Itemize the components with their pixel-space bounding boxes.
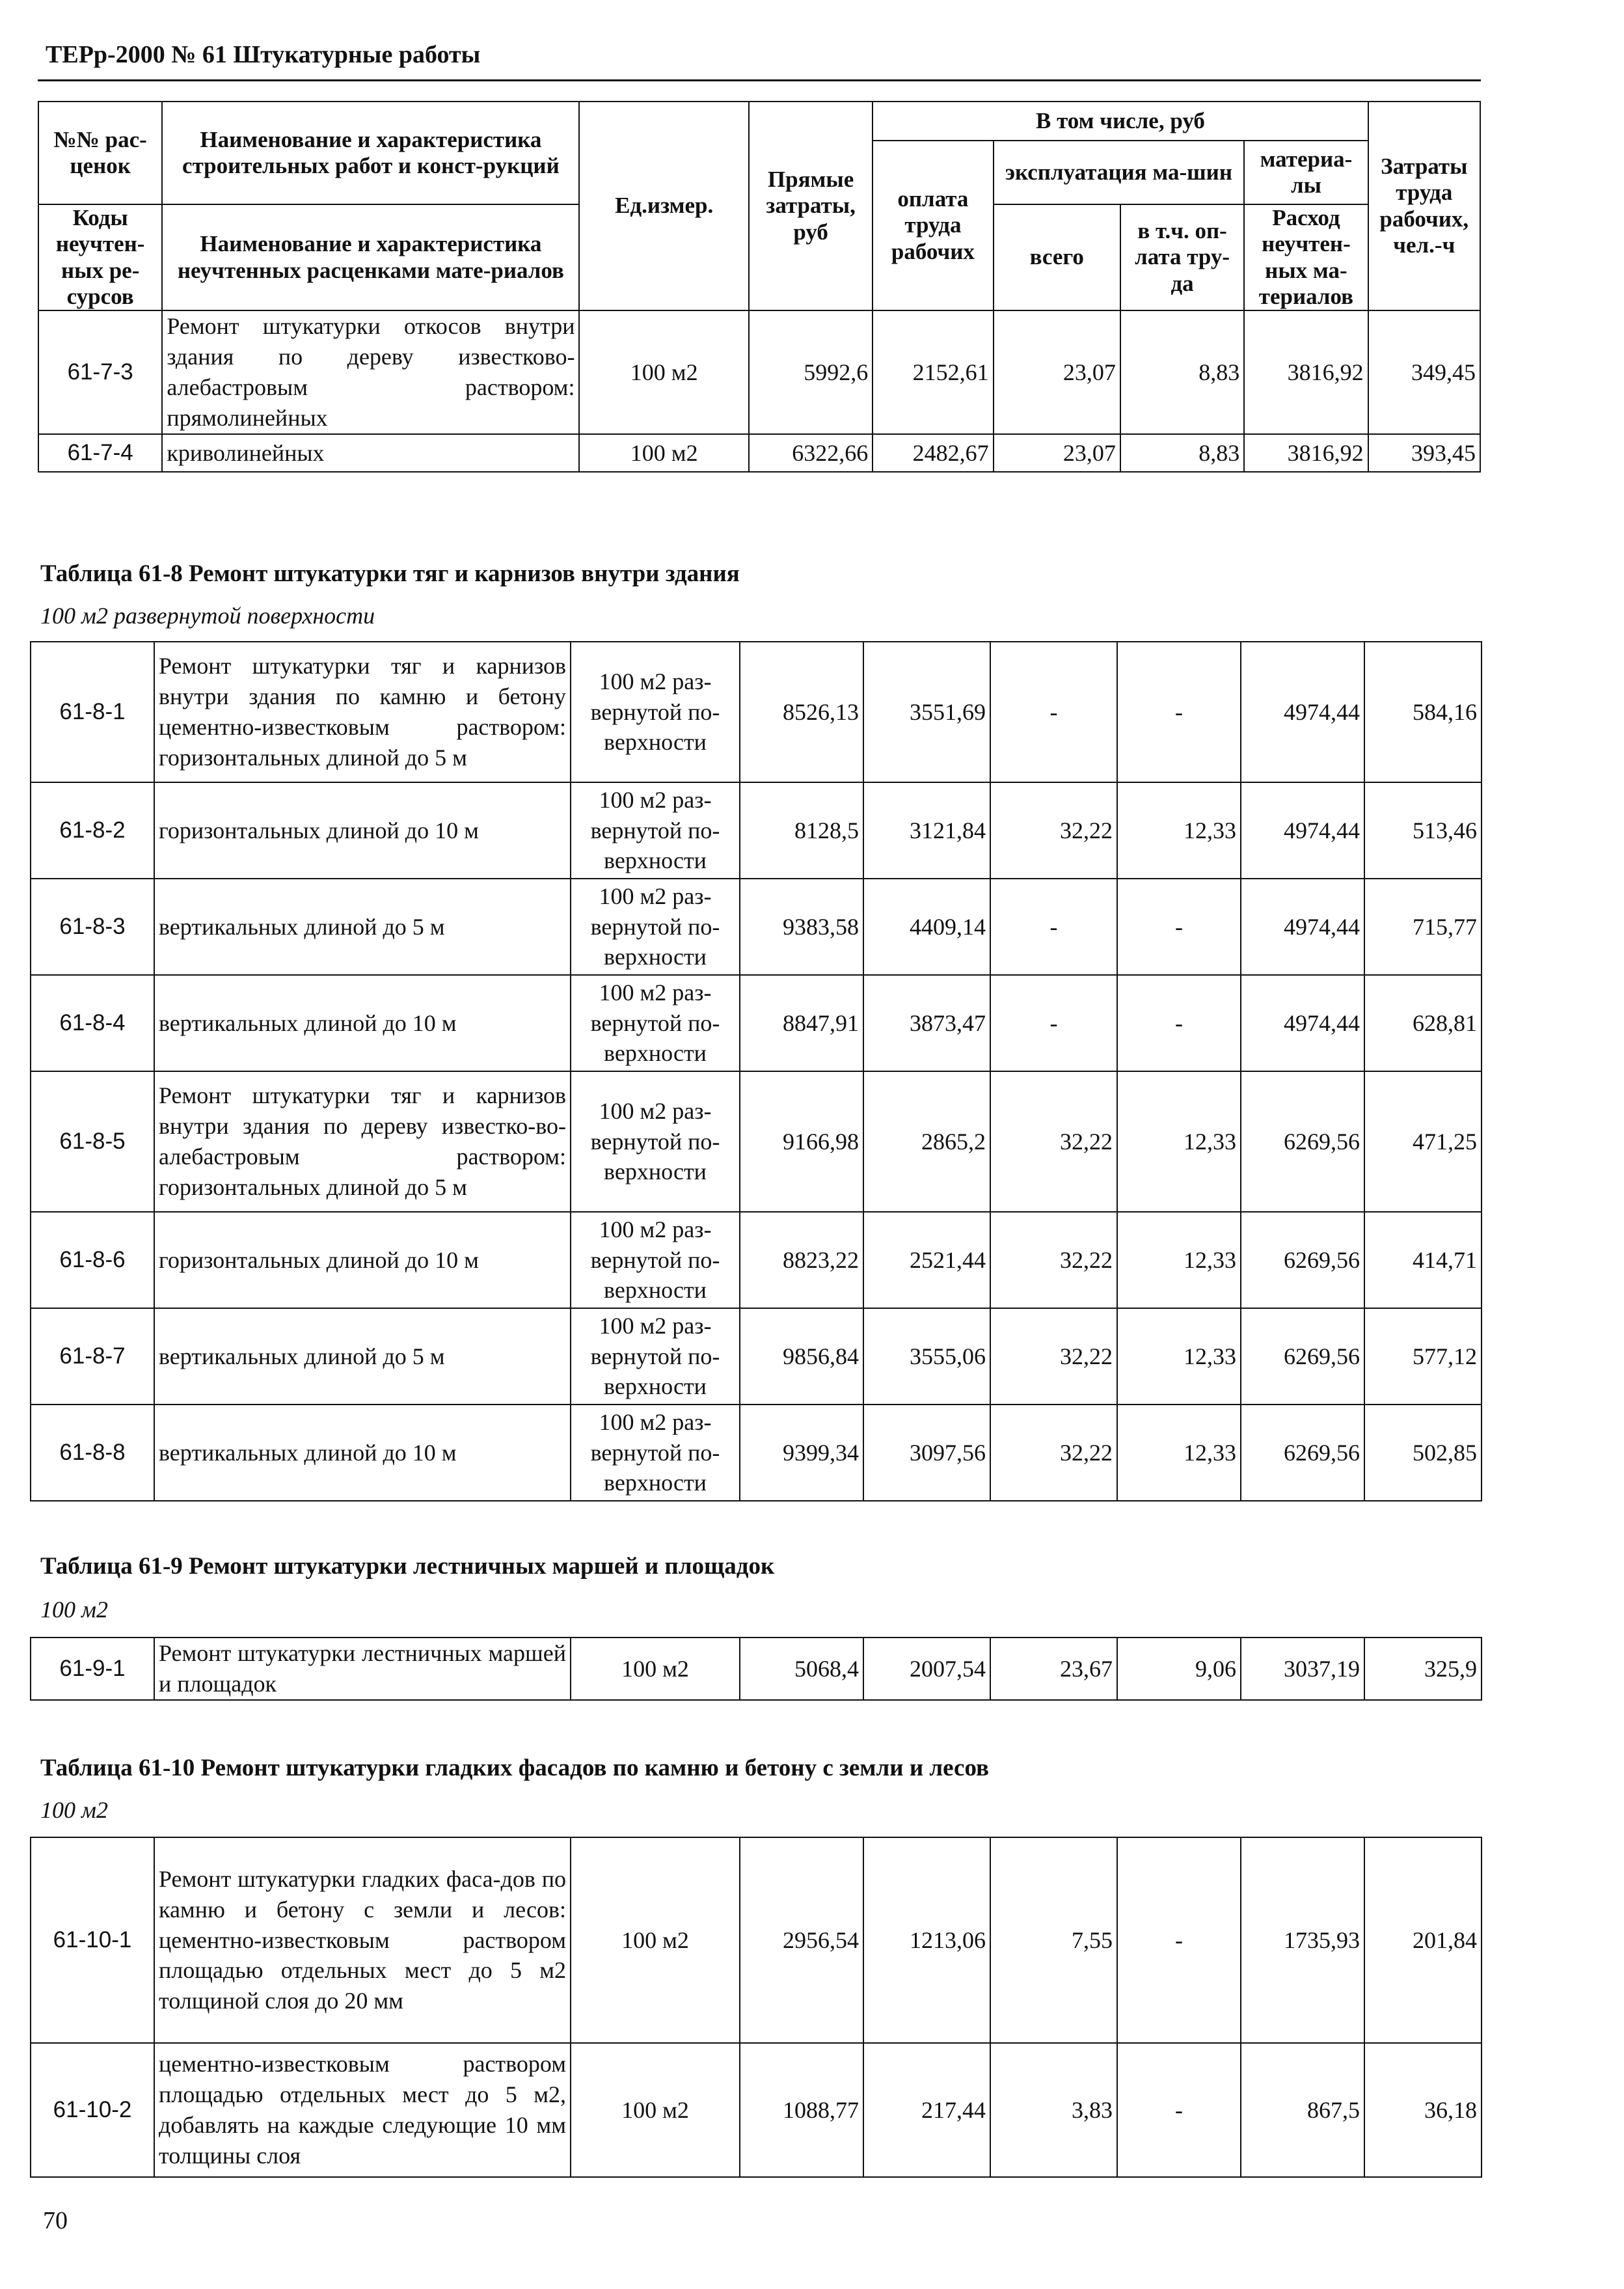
row-unit: 100 м2 раз-вернутой по-верхности xyxy=(571,1071,740,1212)
table-61-10-body xyxy=(31,1837,1482,2177)
row-direct: 8526,13 xyxy=(740,642,863,782)
row-hours: 628,81 xyxy=(1364,975,1482,1071)
row-code: 61-8-2 xyxy=(31,782,154,879)
row-code: 61-8-7 xyxy=(31,1308,154,1405)
table-row xyxy=(31,782,1482,879)
row-labor: 3097,56 xyxy=(863,1405,990,1501)
table-row xyxy=(31,975,1482,1071)
table-row xyxy=(31,879,1482,975)
row-mat: 4974,44 xyxy=(1241,975,1364,1071)
row-direct: 6322,66 xyxy=(749,434,873,472)
row-name: цементно-известковым раствором площадью отдельных мест до 5 м2, добавлять на каждые следующие 10 мм толщины слоя xyxy=(154,2043,571,2177)
th-machines: эксплуатация ма-шин xyxy=(994,141,1245,204)
row-mach: 32,22 xyxy=(990,1308,1117,1405)
row-mat: 4974,44 xyxy=(1241,782,1364,879)
row-mach-labor: 12,33 xyxy=(1117,1308,1241,1405)
th-unit: Ед.измер. xyxy=(579,102,748,310)
row-mat: 1735,93 xyxy=(1241,1837,1364,2043)
table-61-7 xyxy=(38,101,1481,473)
row-mach-labor: 12,33 xyxy=(1117,1071,1241,1212)
row-labor: 217,44 xyxy=(863,2043,990,2177)
table-row xyxy=(31,1071,1482,1212)
row-mach-labor: 12,33 xyxy=(1117,1212,1241,1308)
row-hours: 471,25 xyxy=(1364,1071,1482,1212)
row-mat: 6269,56 xyxy=(1241,1308,1364,1405)
row-code: 61-7-4 xyxy=(38,434,162,472)
row-mat: 867,5 xyxy=(1241,2043,1364,2177)
row-mach-labor: 8,83 xyxy=(1120,310,1244,434)
table-row xyxy=(31,1308,1482,1405)
row-name: Ремонт штукатурки откосов внутри здания по дереву известково-алебастровым раствором: прямолинейных xyxy=(162,310,579,434)
row-name: горизонтальных длиной до 10 м xyxy=(154,782,571,879)
row-name: Ремонт штукатурки тяг и карнизов внутри здания по дереву известко-во-алебастровым раствором: горизонтальных длиной до 5 м xyxy=(154,1071,571,1212)
row-unit: 100 м2 раз-вернутой по-верхности xyxy=(571,879,740,975)
row-code: 61-7-3 xyxy=(38,310,162,434)
row-unit: 100 м2 xyxy=(571,1837,740,2043)
row-mach: 23,07 xyxy=(994,434,1120,472)
row-mat: 6269,56 xyxy=(1241,1212,1364,1308)
row-name: криволинейных xyxy=(162,434,579,472)
row-direct: 9856,84 xyxy=(740,1308,863,1405)
row-name: вертикальных длиной до 5 м xyxy=(154,879,571,975)
row-mach: 23,07 xyxy=(994,310,1120,434)
row-mach: 32,22 xyxy=(990,1071,1117,1212)
row-labor: 3121,84 xyxy=(863,782,990,879)
row-labor: 2865,2 xyxy=(863,1071,990,1212)
row-labor: 2152,61 xyxy=(873,310,993,434)
row-labor: 1213,06 xyxy=(863,1837,990,2043)
row-hours: 715,77 xyxy=(1364,879,1482,975)
row-mach: - xyxy=(990,975,1117,1071)
row-unit: 100 м2 раз-вернутой по-верхности xyxy=(571,1405,740,1501)
row-unit: 100 м2 xyxy=(579,434,748,472)
table-61-8-unit: 100 м2 развернутой поверхности xyxy=(40,603,375,629)
row-mach-labor: 12,33 xyxy=(1117,782,1241,879)
row-direct: 8128,5 xyxy=(740,782,863,879)
row-mach-labor: - xyxy=(1117,975,1241,1071)
row-code: 61-8-6 xyxy=(31,1212,154,1308)
th-mach-total: всего xyxy=(994,204,1120,310)
th-unacc-materials: Расход неучтен-ных ма-териалов xyxy=(1244,204,1368,310)
row-mach: 32,22 xyxy=(990,1212,1117,1308)
row-hours: 36,18 xyxy=(1364,2043,1482,2177)
row-direct: 9399,34 xyxy=(740,1405,863,1501)
th-labor-hours: Затраты труда рабочих, чел.-ч xyxy=(1368,102,1480,310)
row-unit: 100 м2 раз-вернутой по-верхности xyxy=(571,782,740,879)
row-mach: - xyxy=(990,879,1117,975)
row-hours: 584,16 xyxy=(1364,642,1482,782)
row-labor: 3551,69 xyxy=(863,642,990,782)
row-hours: 414,71 xyxy=(1364,1212,1482,1308)
row-direct: 1088,77 xyxy=(740,2043,863,2177)
page-number: 70 xyxy=(43,2207,68,2234)
table-row xyxy=(38,434,1480,472)
row-unit: 100 м2 xyxy=(571,1638,740,1700)
row-hours: 577,12 xyxy=(1364,1308,1482,1405)
th-codes-unacc: Коды неучтен-ных ре-сурсов xyxy=(38,204,162,310)
row-mach-labor: - xyxy=(1117,879,1241,975)
table-61-8 xyxy=(30,641,1482,1501)
row-code: 61-8-4 xyxy=(31,975,154,1071)
row-hours: 502,85 xyxy=(1364,1405,1482,1501)
row-mach: 32,22 xyxy=(990,782,1117,879)
row-mat: 6269,56 xyxy=(1241,1405,1364,1501)
row-unit: 100 м2 раз-вернутой по-верхности xyxy=(571,1212,740,1308)
table-61-7-body xyxy=(38,310,1480,472)
row-mat: 3816,92 xyxy=(1244,434,1368,472)
table-61-8-title: Таблица 61-8 Ремонт штукатурки тяг и карнизов внутри здания xyxy=(40,560,740,587)
row-direct: 8823,22 xyxy=(740,1212,863,1308)
table-row xyxy=(38,310,1480,434)
row-labor: 3873,47 xyxy=(863,975,990,1071)
row-mach: 23,67 xyxy=(990,1638,1117,1700)
row-direct: 8847,91 xyxy=(740,975,863,1071)
row-code: 61-10-2 xyxy=(31,2043,154,2177)
row-code: 61-10-1 xyxy=(31,1837,154,2043)
header-rule xyxy=(38,79,1481,81)
table-row xyxy=(31,2043,1482,2177)
row-hours: 201,84 xyxy=(1364,1837,1482,2043)
row-mach: 3,83 xyxy=(990,2043,1117,2177)
row-name: горизонтальных длиной до 10 м xyxy=(154,1212,571,1308)
row-mach-labor: - xyxy=(1117,1837,1241,2043)
th-labor-pay: оплата труда рабочих xyxy=(873,141,993,310)
row-unit: 100 м2 раз-вернутой по-верхности xyxy=(571,1308,740,1405)
th-direct: Прямые затраты, руб xyxy=(749,102,873,310)
table-61-10-unit: 100 м2 xyxy=(40,1797,108,1823)
table-61-8-body xyxy=(31,642,1482,1501)
table-61-10-title: Таблица 61-10 Ремонт штукатурки гладких фасадов по камню и бетону с земли и лесов xyxy=(40,1755,990,1781)
row-code: 61-8-8 xyxy=(31,1405,154,1501)
th-incl: В том числе, руб xyxy=(873,102,1368,141)
row-direct: 5068,4 xyxy=(740,1638,863,1700)
row-code: 61-8-3 xyxy=(31,879,154,975)
th-name: Наименование и характеристика строительных работ и конст-рукций xyxy=(162,102,579,204)
row-direct: 2956,54 xyxy=(740,1837,863,2043)
table-row xyxy=(31,1212,1482,1308)
row-hours: 513,46 xyxy=(1364,782,1482,879)
row-mach: 32,22 xyxy=(990,1405,1117,1501)
row-code: 61-8-1 xyxy=(31,642,154,782)
row-direct: 9166,98 xyxy=(740,1071,863,1212)
row-name: вертикальных длиной до 10 м xyxy=(154,1405,571,1501)
row-hours: 349,45 xyxy=(1368,310,1480,434)
row-name: Ремонт штукатурки тяг и карнизов внутри здания по камню и бетону цементно-известковым раствором: горизонтальных длиной до 5 м xyxy=(154,642,571,782)
row-name: вертикальных длиной до 5 м xyxy=(154,1308,571,1405)
row-labor: 4409,14 xyxy=(863,879,990,975)
row-mat: 3037,19 xyxy=(1241,1638,1364,1700)
row-mach-labor: 9,06 xyxy=(1117,1638,1241,1700)
table-61-9-unit: 100 м2 xyxy=(40,1597,108,1623)
table-61-9 xyxy=(30,1637,1482,1701)
table-row xyxy=(31,642,1482,782)
row-code: 61-9-1 xyxy=(31,1638,154,1700)
row-mach-labor: - xyxy=(1117,642,1241,782)
row-mach-labor: 8,83 xyxy=(1120,434,1244,472)
row-mat: 4974,44 xyxy=(1241,879,1364,975)
th-code: №№ рас-ценок xyxy=(38,102,162,204)
table-61-9-body xyxy=(31,1638,1482,1700)
row-hours: 325,9 xyxy=(1364,1638,1482,1700)
row-mat: 4974,44 xyxy=(1241,642,1364,782)
page-header: ТЕРр-2000 № 61 Штукатурные работы xyxy=(46,41,481,68)
row-name: вертикальных длиной до 10 м xyxy=(154,975,571,1071)
row-labor: 2482,67 xyxy=(873,434,993,472)
row-name: Ремонт штукатурки гладких фаса-дов по камню и бетону с земли и лесов: цементно-известковым раствором площадью отдельных мест до 5 м2 толщиной слоя до 20 мм xyxy=(154,1837,571,2043)
table-row xyxy=(31,1638,1482,1700)
row-hours: 393,45 xyxy=(1368,434,1480,472)
table-row xyxy=(31,1405,1482,1501)
row-direct: 9383,58 xyxy=(740,879,863,975)
row-mat: 3816,92 xyxy=(1244,310,1368,434)
row-mat: 6269,56 xyxy=(1241,1071,1364,1212)
table-61-10 xyxy=(30,1837,1482,2178)
row-labor: 2521,44 xyxy=(863,1212,990,1308)
th-name-unacc: Наименование и характеристика неучтенных расценками мате-риалов xyxy=(162,204,579,310)
row-unit: 100 м2 раз-вернутой по-верхности xyxy=(571,975,740,1071)
table-61-9-title: Таблица 61-9 Ремонт штукатурки лестничных маршей и площадок xyxy=(40,1553,775,1580)
th-mach-labor: в т.ч. оп-лата тру-да xyxy=(1120,204,1244,310)
row-mach-labor: - xyxy=(1117,2043,1241,2177)
row-mach-labor: 12,33 xyxy=(1117,1405,1241,1501)
row-direct: 5992,6 xyxy=(749,310,873,434)
row-labor: 3555,06 xyxy=(863,1308,990,1405)
row-unit: 100 м2 xyxy=(579,310,748,434)
row-mach: - xyxy=(990,642,1117,782)
th-materials: материа-лы xyxy=(1244,141,1368,204)
row-labor: 2007,54 xyxy=(863,1638,990,1700)
row-code: 61-8-5 xyxy=(31,1071,154,1212)
table-row xyxy=(31,1837,1482,2043)
row-unit: 100 м2 xyxy=(571,2043,740,2177)
row-mach: 7,55 xyxy=(990,1837,1117,2043)
row-name: Ремонт штукатурки лестничных маршей и площадок xyxy=(154,1638,571,1700)
row-unit: 100 м2 раз-вернутой по-верхности xyxy=(571,642,740,782)
